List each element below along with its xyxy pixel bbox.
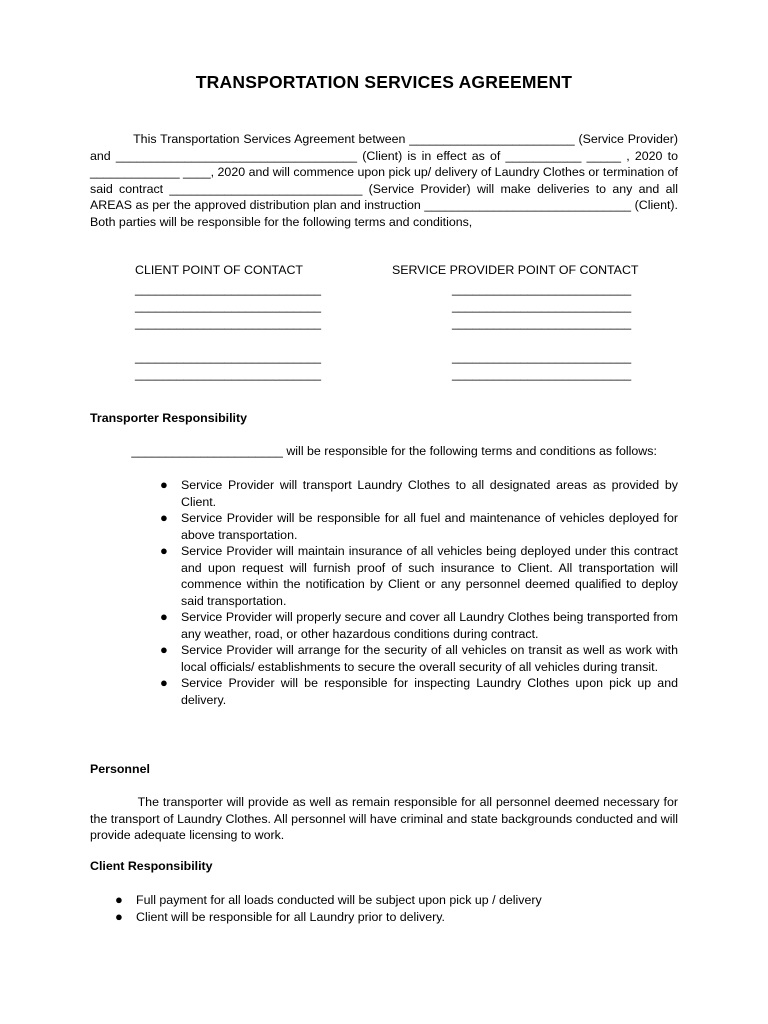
provider-contact-line-3: __________________________ [452, 316, 632, 330]
bullet-icon: ● [160, 609, 168, 624]
client-contact-line-3: ___________________________ [135, 316, 322, 330]
personnel-heading: Personnel [90, 762, 150, 776]
bullet-icon: ● [160, 675, 168, 690]
list-item: ● Full payment for all loads conducted will be subject upon pick up / delivery [115, 892, 542, 907]
client-contact-line-5: ___________________________ [135, 367, 322, 381]
transporter-heading: Transporter Responsibility [90, 411, 247, 425]
transporter-list [160, 477, 678, 708]
personnel-paragraph: The transporter will provide as well as remain responsible for all personnel deemed necessary for the transport of Laundry Clothes. All personnel will have criminal and state backgrounds conducted and will provide adequate licensing to work. [90, 795, 682, 842]
list-item: ● Client will be responsible for all Laundry prior to delivery. [115, 908, 445, 924]
provider-contact-label: SERVICE PROVIDER POINT OF CONTACT [392, 263, 639, 277]
transporter-intro: ______________________ will be responsible for the following terms and conditions as follows: [90, 444, 657, 458]
bullet-icon: ● [160, 477, 168, 492]
bullet-icon: ● [115, 892, 123, 907]
page-title: TRANSPORTATION SERVICES AGREEMENT [195, 72, 573, 92]
client-list [115, 892, 696, 925]
list-item: ● Service Provider will arrange for the security of all vehicles on transit as well as work with local officials/ establishments to secure the overall security of all vehicles during transit. [160, 642, 678, 674]
list-item: ● Service Provider will be responsible for inspecting Laundry Clothes upon pick up and delivery. [160, 675, 678, 707]
provider-contact-line-1: __________________________ [452, 282, 632, 296]
provider-contact-line-4: __________________________ [452, 350, 632, 364]
intro-paragraph: This Transportation Services Agreement between ________________________ (Service Provider) and ___________________________________ (Client) is in effect as of ___________ _____ , 2020 to _____________ ____, 2020 and will commence upon pick up/ delivery of Laundry Clothes or termination of said contract ____________________________ (Service Provider) will make deliveries to any and all AREAS as per the approved distribution plan and instruction ______________________________ (Client). Both parties will be responsible for the following terms and conditions, [90, 132, 682, 229]
client-contact-line-4: ___________________________ [135, 350, 322, 364]
provider-contact-line-5: __________________________ [452, 367, 632, 381]
list-item: ● Service Provider will maintain insurance of all vehicles being deployed under this contract and upon request will furnish proof of such insurance to Client. All transportation will commence within the notification by Client or any personnel deemed qualified to deploy said transportation. [160, 543, 678, 608]
provider-contact-line-2: __________________________ [452, 299, 632, 313]
bullet-icon: ● [160, 510, 168, 525]
bullet-icon: ● [115, 908, 123, 924]
list-item: ● Service Provider will be responsible for all fuel and maintenance of vehicles deployed for above transportation. [160, 510, 678, 542]
bullet-icon: ● [160, 543, 168, 558]
bullet-icon: ● [160, 642, 168, 657]
client-contact-label: CLIENT POINT OF CONTACT [135, 263, 303, 277]
client-heading: Client Responsibility [90, 859, 213, 873]
list-item: ● Service Provider will properly secure and cover all Laundry Clothes being transported from any weather, road, or other hazardous conditions during contract. [160, 609, 678, 641]
client-contact-line-1: ___________________________ [135, 282, 322, 296]
client-contact-line-2: ___________________________ [135, 299, 322, 313]
list-item: ● Service Provider will transport Laundry Clothes to all designated areas as provided by Client. [160, 477, 678, 509]
